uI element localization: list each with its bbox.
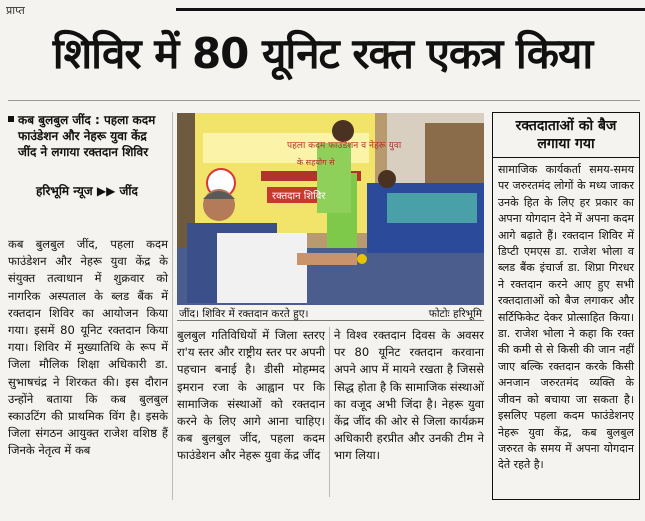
header-rule xyxy=(176,0,645,11)
sidebar-title: रक्तदाताओं को बैज लगाया गया xyxy=(515,118,617,152)
deck-text: कब बुलबुल जींद : पहला कदम फाउंडेशन और नेहरू युवा केंद्र जींद ने लगाया रक्तदान शिविर xyxy=(18,113,156,159)
banner-line: के सहयोग से xyxy=(297,158,335,167)
photo-illustration xyxy=(177,113,484,305)
column-separator xyxy=(172,112,173,500)
banner-line: रक्तदान शिविर xyxy=(272,191,326,202)
headline-divider xyxy=(8,100,640,101)
article-body-left: कब बुलबुल जींद, पहला कदम फाउंडेशन और नेहरू युवा केंद्र के संयुक्त तत्वाधान में शुक्रवार को नागरिक अस्पताल के ब्लड बैंक में रक्तदान शिविर का आयोजन किया गया। इसमें 80 यूनिट रक्तदान किया गया। शिविर में मुख्यातिथि के रूप में जिला मौलिक शिक्षा अधिकारी डा. सुभाषचंद्र ने शिरकत की। इस दौरान उन्होंने बताया कि कब बुलबुल स्काउटिंग की प्राथमिक विंग है। इसके जिला संगठन आयुक्त राजेश वशिष्ठ हैं जिनके नेतृत्व में कब xyxy=(8,237,168,458)
photo-caption: जींद। शिविर में रक्तदान करते हुए। xyxy=(179,308,309,320)
bullet-icon xyxy=(8,116,14,122)
sidebar-rule xyxy=(493,157,639,158)
banner-line: पहला कदम फाउंडेशन व नेहरू युवा xyxy=(287,141,402,151)
article-body-middle-2: ने विश्व रक्तदान दिवस के अवसर पर 80 यूनिट रक्तदान करवाना अपने आप में मायने रखता है जिससे सिद्ध होता है कि सामाजिक संस्थाओं का वजूद अभी जिंदा है। नेहरू युवा केंद्र जींद की ओर से जिला कार्यक्रम अधिकारी हरप्रीत और उनकी टीम ने भाग लिया। xyxy=(334,328,484,463)
photo-credit: फोटोः हरिभूमि xyxy=(428,308,482,320)
news-photo xyxy=(177,113,484,305)
sidebar-body: सामाजिक कार्यकर्ता समय-समय पर जरुरतमंद लोगों के मध्य जाकर उनके हित के लिए हर प्रकार का अपना योगदान देने में अपना कदम आगे बढ़ाते हैं। रक्तदान शिविर में डिप्टी एमएस डा. राजेश भोला व ब्लड बैंक इंचार्ज डा. शिप्रा गिरधर ने रक्तदान करने आए हुए सभी रक्तदाताओं को बैज लगाकर और सर्टिफिकेट देकर प्रोत्साहित किया। डा. राजेश भोला ने कहा कि रक्त की कमी से से किसी की जान नहीं जाए बल्कि रक्तदान करके किसी अनजान जरुरतमंद व्यक्ति के जीवन को बचाया जा सकता है। इसलिए पहला कदम फाउंडेशनए नेहरू युवा केंद्र, कब बुलबुल जरुरत के समय में अपना योगदान देते रहते है। xyxy=(498,163,634,472)
byline: हरिभूमि न्यूज ▶▶ जींद xyxy=(36,184,138,198)
source-label: प्राप्त xyxy=(6,4,25,17)
deck xyxy=(8,112,168,160)
sidebar-box xyxy=(492,112,640,500)
left-column-header xyxy=(8,112,168,199)
headline: शिविर में 80 यूनिट रक्त एकत्र किया xyxy=(52,29,593,78)
article-body-middle-1: बुलबुल गतिविधियों में जिला स्तरए रा'य स्तर और राष्ट्रीय स्तर पर अपनी पहचान बनाई है। डीसी मोहम्मद इमरान रजा के आह्वान पर कि सामाजिक संस्थाओं को रक्तदान करने के लिए आगे आना चाहिए। कब बुलबुल जींद, पहला कदम फाउंडेशन और नेहरू युवा केंद्र जींद xyxy=(177,328,325,463)
photo-caption-bar xyxy=(177,307,484,321)
column-separator xyxy=(329,327,330,497)
